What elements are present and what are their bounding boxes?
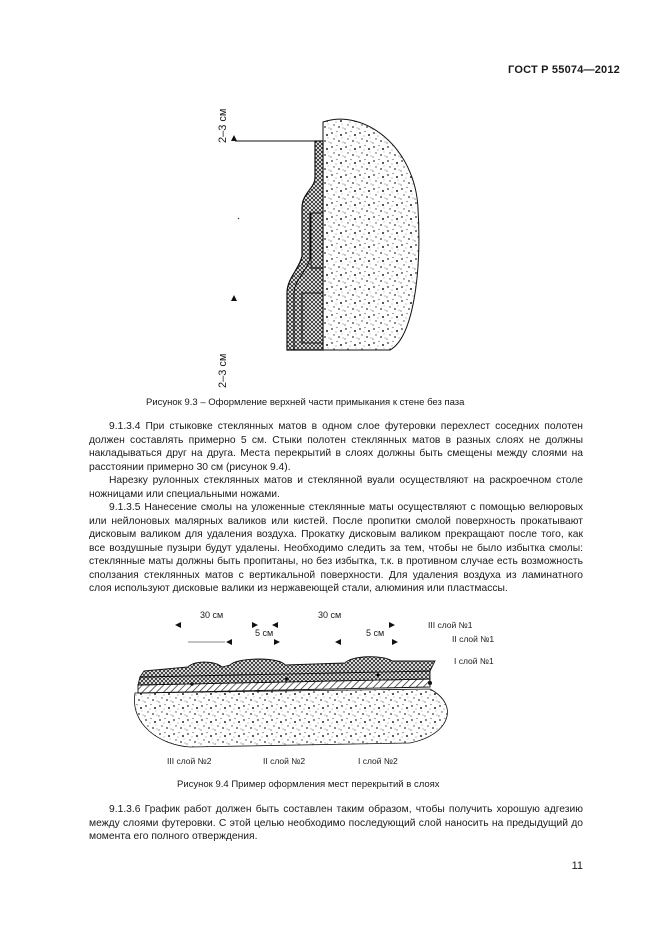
paragraph-9-1-3-6: 9.1.3.6 График работ должен быть составлен таким образом, чтобы получить хорошую адгезию между слоями футеровки. С этой целью необходимо последующий слой наносить на предыдущий до момента его полного отверждения. <box>89 804 583 842</box>
dim-top-label: 2–3 см <box>217 108 229 143</box>
paragraph-cutting: Нарезку рулонных стеклянных матов и стеклянной вуали осуществляют на раскроечном столе ножницами или специальными ножами. <box>89 475 583 500</box>
arrow-5-right-a-icon <box>335 639 341 645</box>
figure-9-3-caption: Рисунок 9.3 – Оформление верхней части примыкания к стене без паза <box>146 397 465 408</box>
label-layer-2-n1: II слой №1 <box>452 634 495 644</box>
label-layer-2-n2: II слой №2 <box>263 756 306 766</box>
figure-9-3 <box>190 88 440 388</box>
label-layer-3-n2: III слой №2 <box>167 756 212 766</box>
document-header: ГОСТ Р 55074—2012 <box>508 64 620 76</box>
concrete-wall <box>323 119 419 350</box>
arrow-bottom-icon <box>231 295 237 301</box>
arrow-top-icon <box>231 135 237 141</box>
paragraph-9-1-3-4: 9.1.3.4 При стыковке стеклянных матов в одном слое футеровки перехлест соседних полотен должен составлять примерно 5 см. Стыки полотен стеклянных матов в разных слоях не должны накладываться друг на друга. Места перекрытий в слоях должны быть смещены между слоями на расстоянии примерно 30 см (рисунок 9.4). <box>89 421 583 473</box>
arrow-5-left-b-icon <box>274 639 280 645</box>
label-layer-1-n2: I слой №2 <box>358 756 398 766</box>
arrow-30-right-end-icon <box>389 622 395 628</box>
arrow-5-left-a-icon <box>226 639 232 645</box>
dim-bottom-label: 2–3 см <box>217 353 229 388</box>
glass-mat-layers <box>287 141 323 350</box>
dim-30-left: 30 см <box>200 610 224 620</box>
label-layer-1-n1: I слой №1 <box>454 656 494 666</box>
figure-9-4 <box>130 605 520 775</box>
figure-9-4-caption: Рисунок 9.4 Пример оформления мест перекрытий в слоях <box>177 779 440 790</box>
label-layer-3-n1: III слой №1 <box>428 620 473 630</box>
figure-9-4-drawing <box>130 605 520 775</box>
dim-30-right: 30 см <box>318 610 342 620</box>
arrow-5-right-b-icon <box>392 639 398 645</box>
paragraph-9-1-3-5: 9.1.3.5 Нанесение смолы на уложенные стеклянные маты осуществляют с помощью велюровых или нейлоновых малярных валиков или кистей. После пропитки смолой поверхность прокатывают дисковым валиком для удаления воздуха. Прокатку дисковым валиком прекращают после того, как все воздушные пузыри будут удалены. Необходимо следить за тем, чтобы не было избытка смолы: стеклянные маты должны быть пропитаны, но без избытка, т.к. в противном случае есть возможность сползания стеклянных матов с вертикальной поверхности. Для удаления воздуха из ламинатного слоя используют дисковые валики из нержавеющей стали, алюминия или пластмассы. <box>89 502 583 594</box>
dim-5-right: 5 см <box>366 628 385 638</box>
arrow-30-left-start-icon <box>175 622 181 628</box>
page-number: 11 <box>571 860 583 872</box>
concrete-base <box>134 689 447 747</box>
dim-5-left: 5 см <box>255 628 274 638</box>
